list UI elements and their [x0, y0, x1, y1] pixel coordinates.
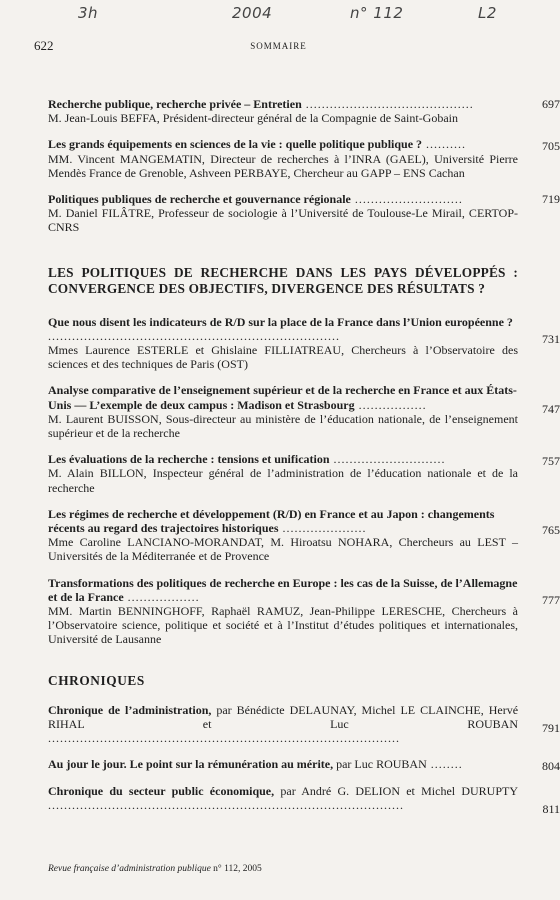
- entry-authors: MM. Martin BENNINGHOFF, Raphaël RAMUZ, Jean-Philippe LERESCHE, Chercheurs à l’Observatoire science, politique et société et à l’Institut d’études politiques et internationales, Université de Lausanne: [48, 604, 518, 647]
- entry-page: 757: [542, 454, 560, 469]
- entry-title: Les évaluations de la recherche : tensions et unification: [48, 452, 330, 467]
- entry-page: 705: [542, 139, 560, 154]
- entry-title: Au jour le jour. Le point sur la rémunération au mérite,: [48, 757, 334, 772]
- table-of-contents: [48, 97, 560, 824]
- toc-entry: Transformations des politiques de recherche en Europe : les cas de la Suisse, de l’Allemagne et de la France .................. 777 MM. Martin BENNINGHOFF, Raphaël RAMUZ, Jean-Philippe LERESCHE, Chercheurs à l’Observatoire science, politique et société et à l’Institut d’études politiques et internationales, Université de Lausanne: [48, 575, 560, 647]
- journal-name: Revue française d’administration publique: [48, 864, 211, 874]
- entry-page: 804: [542, 759, 560, 774]
- entry-authors: par Luc ROUBAN: [336, 757, 427, 772]
- toc-entry: Politiques publiques de recherche et gouvernance régionale ........................... 719 M. Daniel FILÂTRE, Professeur de sociologie à l’Université de Toulouse-Le Mirail, CERTOP-CNRS: [48, 192, 560, 235]
- entry-page: 811: [542, 801, 560, 816]
- entry-title: Politiques publiques de recherche et gouvernance régionale: [48, 192, 351, 207]
- entry-authors: par André G. DELION et Michel DURUPTY: [280, 783, 518, 798]
- entry-page: 747: [542, 402, 560, 417]
- handwritten-note-3: n° 112: [350, 4, 404, 22]
- entry-title: Analyse comparative de l’enseignement supérieur et de la recherche en France et aux États-Unis — L’exemple de deux campus : Madison et Strasbourg: [48, 383, 517, 412]
- entry-page: 777: [542, 592, 560, 607]
- entry-authors: M. Alain BILLON, Inspecteur général de l’administration de l’éducation nationale et de la recherche: [48, 466, 518, 495]
- toc-group-2: [48, 314, 560, 647]
- toc-entry: Les grands équipements en sciences de la vie : quelle politique publique ? .......... 705 MM. Vincent MANGEMATIN, Directeur de recherches à l’INRA (GAEL), Université Pierre Mendès France de Grenoble, Ashveen PERBAYE, Chercheur au GAPP – ENS Cachan: [48, 137, 560, 180]
- handwritten-note-1: 3h: [78, 4, 99, 22]
- entry-page: 731: [542, 331, 560, 346]
- toc-group-chroniques: [48, 702, 560, 816]
- toc-entry: Chronique du secteur public économique, par André G. DELION et Michel DURUPTY ......................................................................................... 811: [48, 783, 560, 816]
- entry-title: Les grands équipements en sciences de la vie : quelle politique publique ?: [48, 137, 423, 152]
- toc-entry: Analyse comparative de l’enseignement supérieur et de la recherche en France et aux États-Unis — L’exemple de deux campus : Madison et Strasbourg ................. 747 M. Laurent BUISSON, Sous-directeur au ministère de l’éducation nationale, de l’enseignement supérieur et de la recherche: [48, 383, 560, 441]
- entry-title: Que nous disent les indicateurs de R/D sur la place de la France dans l’Union européenne ?: [48, 314, 513, 329]
- toc-entry: Chronique de l’administration, par Bénédicte DELAUNAY, Michel LE CLAINCHE, Hervé RIHAL et Luc ROUBAN ........................................................................................ 791: [48, 702, 560, 746]
- section-heading: LES POLITIQUES DE RECHERCHE DANS LES PAYS DÉVELOPPÉS : CONVERGENCE DES OBJECTIFS, DIVERGENCE DES RÉSULTATS ?: [48, 264, 518, 296]
- toc-group-1: [48, 97, 560, 235]
- entry-page: 697: [542, 97, 560, 111]
- entry-authors: Mmes Laurence ESTERLE et Ghislaine FILLIATREAU, Chercheurs à l’Observatoire des sciences et des techniques de Paris (OST): [48, 343, 518, 372]
- toc-entry: Les évaluations de la recherche : tensions et unification ............................ 757 M. Alain BILLON, Inspecteur général de l’administration de l’éducation nationale et de la recherche: [48, 452, 560, 495]
- entry-title: Chronique de l’administration,: [48, 702, 212, 717]
- issue-info: n° 112, 2005: [213, 864, 262, 874]
- entry-title: Transformations des politiques de recherche en Europe : les cas de la Suisse, de l’Allemagne et de la France: [48, 575, 518, 604]
- handwritten-note-4: L2: [478, 4, 497, 22]
- entry-authors: M. Laurent BUISSON, Sous-directeur au ministère de l’éducation nationale, de l’enseignement supérieur et de la recherche: [48, 411, 518, 441]
- entry-authors: par Bénédicte DELAUNAY, Michel LE CLAINCHE, Hervé RIHAL et Luc ROUBAN: [48, 702, 519, 731]
- entry-title: Chronique du secteur public économique,: [48, 783, 275, 798]
- page-number: 622: [34, 38, 54, 53]
- page-footer: [48, 864, 262, 874]
- entry-authors: Mme Caroline LANCIANO-MORANDAT, M. Hiroatsu NOHARA, Chercheurs au LEST – Universités de la Méditerranée et de Provence: [48, 535, 518, 564]
- entry-authors: MM. Vincent MANGEMATIN, Directeur de recherches à l’INRA (GAEL), Université Pierre Mendès France de Grenoble, Ashveen PERBAYE, Chercheur au GAPP – ENS Cachan: [48, 151, 518, 180]
- toc-entry: Au jour le jour. Le point sur la rémunération au mérite, par Luc ROUBAN ........ 804: [48, 757, 560, 774]
- entry-title: Les régimes de recherche et développement (R/D) en France et au Japon : changements récents au regard des trajectoires historiques: [48, 506, 495, 536]
- toc-entry: Recherche publique, recherche privée – Entretien .......................................... 697 M. Jean-Louis BEFFA, Président-directeur général de la Compagnie de Saint-Gobain: [48, 97, 560, 126]
- entry-authors: M. Daniel FILÂTRE, Professeur de sociologie à l’Université de Toulouse-Le Mirail, CERTOP-CNRS: [48, 206, 518, 235]
- entry-title: Recherche publique, recherche privée – Entretien: [48, 97, 302, 111]
- entry-page: 791: [542, 720, 560, 735]
- entry-page: 719: [542, 192, 560, 207]
- chroniques-heading: CHRONIQUES: [48, 672, 145, 688]
- running-title: SOMMAIRE: [250, 41, 307, 51]
- toc-entry: Les régimes de recherche et développement (R/D) en France et au Japon : changements récents au regard des trajectoires historiques ..................... 765 Mme Caroline LANCIANO-MORANDAT, M. Hiroatsu NOHARA, Chercheurs au LEST – Universités de la Méditerranée et de Provence: [48, 506, 560, 564]
- handwritten-note-2: 2004: [232, 4, 273, 22]
- toc-entry: Que nous disent les indicateurs de R/D sur la place de la France dans l’Union européenne ? ......................................................................... 731 Mmes Laurence ESTERLE et Ghislaine FILLIATREAU, Chercheurs à l’Observatoire des sciences et des techniques de Paris (OST): [48, 314, 560, 372]
- entry-page: 765: [542, 522, 560, 537]
- entry-authors: M. Jean-Louis BEFFA, Président-directeur général de la Compagnie de Saint-Gobain: [48, 111, 459, 126]
